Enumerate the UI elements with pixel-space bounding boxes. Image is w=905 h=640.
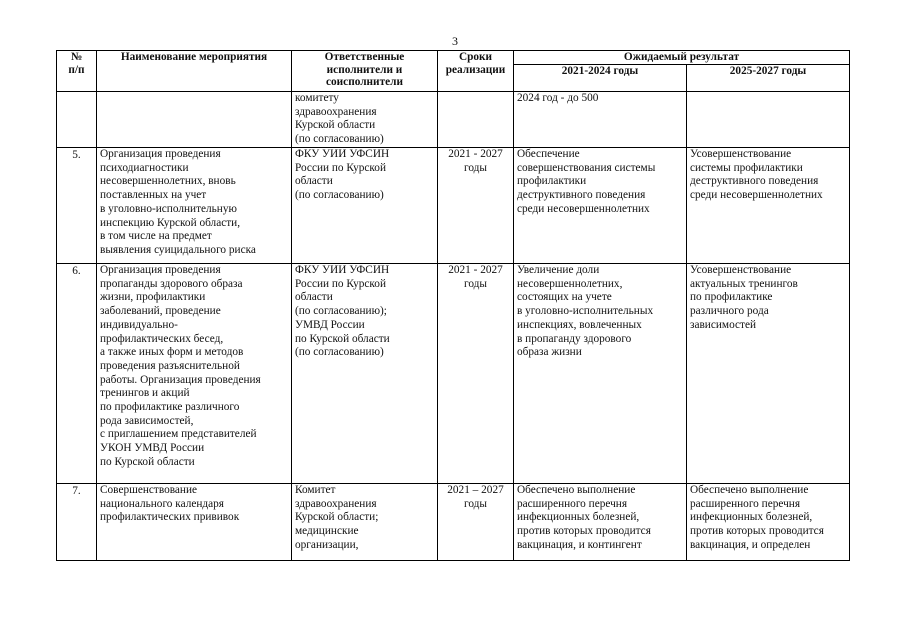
row-result-2025-2027: Усовершенствование системы профилактики деструктивного поведения среди несовершеннолетних: [687, 148, 850, 264]
row-result-2025-2027: Усовершенствование актуальных тренингов по профилактике различного рода зависимостей: [687, 264, 850, 484]
row-responsible: Комитет здравоохранения Курской области; медицинские организации,: [292, 484, 438, 561]
row-result-2021-2024: Увеличение доли несовершеннолетних, состоящих на учете в уголовно-исполнительных инспекциях, вовлеченных в пропаганду здорового образа жизни: [514, 264, 687, 484]
header-number: № п/п: [57, 51, 97, 92]
header-event-name: Наименование мероприятия: [97, 51, 292, 92]
row-result-2021-2024: Обеспечено выполнение расширенного перечня инфекционных болезней, против которых проводится вакцинация, и контингент: [514, 484, 687, 561]
table-row: [57, 148, 850, 264]
row-number: 5.: [57, 148, 97, 264]
row-responsible: ФКУ УИИ УФСИН России по Курской области (по согласованию): [292, 148, 438, 264]
row-responsible: ФКУ УИИ УФСИН России по Курской области (по согласованию); УМВД России по Курской области (по согласованию): [292, 264, 438, 484]
header-responsible: Ответственные исполнители и соисполнители: [292, 51, 438, 92]
row-event-name: [97, 92, 292, 148]
row-result-2021-2024: 2024 год - до 500: [514, 92, 687, 148]
row-terms: 2021 - 2027 годы: [438, 148, 514, 264]
row-terms: 2021 – 2027 годы: [438, 484, 514, 561]
row-number: 6.: [57, 264, 97, 484]
table-row: [57, 92, 850, 148]
header-period-2021-2024: 2021-2024 годы: [514, 65, 687, 92]
row-event-name: Совершенствование национального календаря профилактических прививок: [97, 484, 292, 561]
row-number: 7.: [57, 484, 97, 561]
row-event-name: Организация проведения пропаганды здорового образа жизни, профилактики заболеваний, проведение индивидуально- профилактических бесед, а также иных форм и методов проведения разъяснительной работы. Организация проведения тренингов и акций по профилактике различного рода зависимостей, с приглашением представителей УКОН УМВД России по Курской области: [97, 264, 292, 484]
row-result-2025-2027: [687, 92, 850, 148]
row-terms: [438, 92, 514, 148]
measures-table: [56, 50, 850, 561]
table-row: [57, 264, 850, 484]
row-responsible: комитету здравоохранения Курской области (по согласованию): [292, 92, 438, 148]
table-header-row: [57, 51, 850, 65]
header-terms: Сроки реализации: [438, 51, 514, 92]
row-terms: 2021 - 2027 годы: [438, 264, 514, 484]
row-result-2025-2027: Обеспечено выполнение расширенного перечня инфекционных болезней, против которых проводится вакцинация, и определен: [687, 484, 850, 561]
header-period-2025-2027: 2025-2027 годы: [687, 65, 850, 92]
page-number: 3: [452, 34, 458, 48]
row-result-2021-2024: Обеспечение совершенствования системы профилактики деструктивного поведения среди несовершеннолетних: [514, 148, 687, 264]
header-expected-result: Ожидаемый результат: [514, 51, 850, 65]
table-row: [57, 484, 850, 561]
row-number: [57, 92, 97, 148]
row-event-name: Организация проведения психодиагностики несовершеннолетних, вновь поставленных на учет в уголовно-исполнительную инспекцию Курской области, в том числе на предмет выявления суицидального риска: [97, 148, 292, 264]
